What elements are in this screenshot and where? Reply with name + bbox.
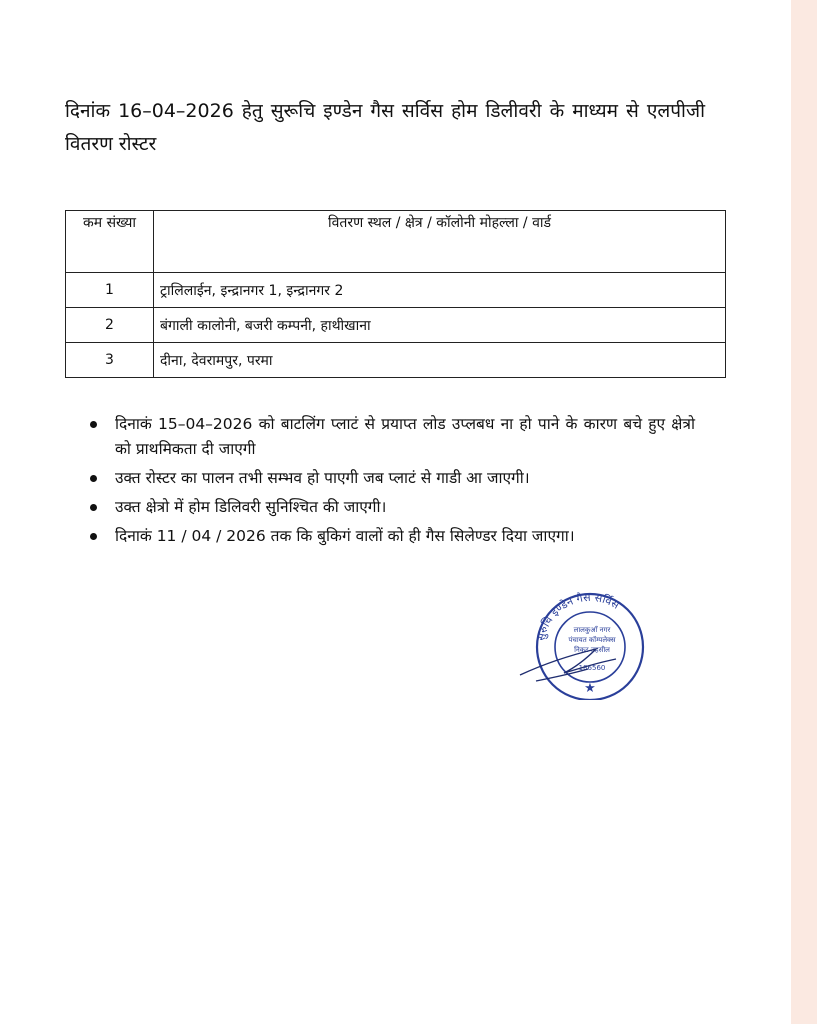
table-row (66, 308, 726, 343)
agency-stamp (516, 585, 646, 700)
table-header-row (66, 211, 726, 273)
stamp-line-3: निकट तहसील (574, 646, 610, 654)
row-serial-number: 1 (66, 273, 154, 308)
header-location: वितरण स्थल / क्षेत्र / कॉलोनी मोहल्ला / वार्ड (154, 211, 726, 273)
roster-table (65, 210, 726, 378)
stamp-line-2: पंचायत कॉम्पलेक्स (568, 636, 616, 644)
row-location: दीना, देवरामपुर, परमा (154, 343, 726, 378)
header-serial-number: कम संख्या (66, 211, 154, 273)
row-location: बंगाली कालोनी, बजरी कम्पनी, हाथीखाना (154, 308, 726, 343)
row-serial-number: 3 (66, 343, 154, 378)
stamp-code: 186560 (578, 664, 606, 672)
right-margin-strip (791, 0, 817, 1024)
row-location: ट्रालिलाईन, इन्द्रानगर 1, इन्द्रानगर 2 (154, 273, 726, 308)
note-item: उक्त क्षेत्रो में होम डिलिवरी सुनिश्चित की जाएगी। (90, 495, 695, 520)
table-row (66, 273, 726, 308)
note-item: दिनाकं 11 / 04 / 2026 तक कि बुकिगं वालों को ही गैस सिलेण्डर दिया जाएगा। (90, 524, 695, 549)
page-title: दिनांक 16–04–2026 हेतु सुरूचि इण्डेन गैस सर्विस होम डिलीवरी के माध्यम से एलपीजी वितरण रोस्टर (65, 100, 705, 155)
stamp-outer-text: सुरुचि इण्डेन गैस सर्विस (534, 590, 622, 642)
row-serial-number: 2 (66, 308, 154, 343)
notes-list (90, 412, 695, 553)
table-row (66, 343, 726, 378)
stamp-star-icon: ★ (584, 681, 596, 696)
note-item: उक्त रोस्टर का पालन तभी सम्भव हो पाएगी जब प्लाटं से गाडी आ जाएगी। (90, 466, 695, 491)
stamp-line-1: लालकुआँ नगर (573, 626, 611, 634)
note-item: दिनाकं 15–04–2026 को बाटलिंग प्लाटं से प्रयाप्त लोड उप्लबध ना हो पाने के कारण बचे हुए क्षेत्रो को प्राथमिकता दी जाएगी (90, 412, 695, 462)
